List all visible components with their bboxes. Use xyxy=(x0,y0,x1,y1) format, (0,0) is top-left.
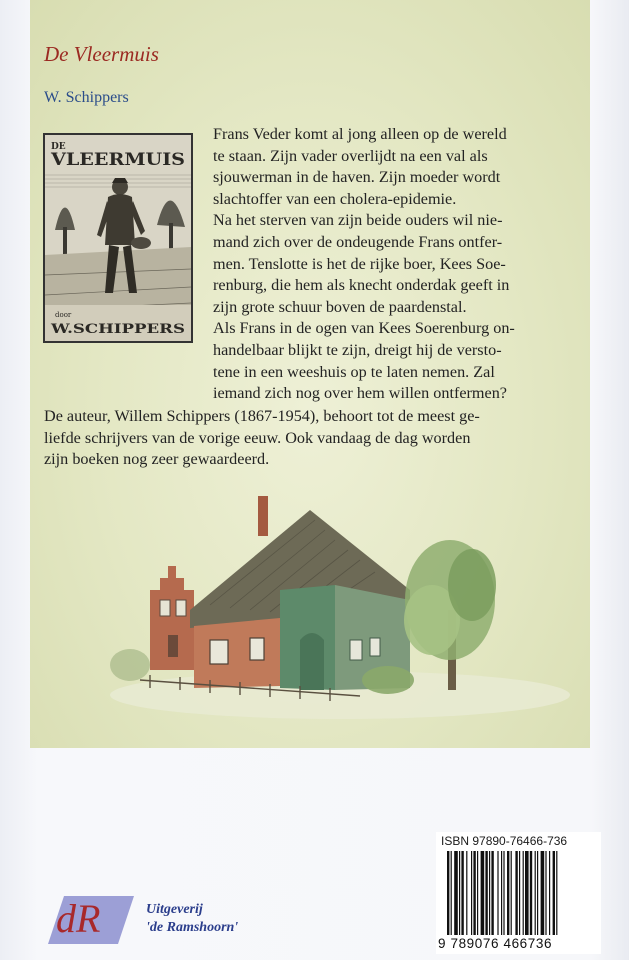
logo-letters: dR xyxy=(56,896,101,941)
barcode-bar xyxy=(447,851,449,935)
cover-thumbnail-art xyxy=(45,135,191,341)
barcode-bar xyxy=(545,851,546,935)
blurb-line: handelbaar blijkt te zijn, dreigt hij de verstо- xyxy=(213,340,502,359)
barcode-bar xyxy=(481,851,485,935)
barcode-bar xyxy=(530,851,532,935)
barcode-bar xyxy=(503,851,504,935)
barcode-bar xyxy=(473,851,475,935)
barcode-bar xyxy=(501,851,502,935)
blurb-line: Als Frans in de ogen van Kees Soerenburg on- xyxy=(213,319,515,338)
barcode-bar xyxy=(549,851,550,935)
blurb-line: men. Tenslotte is het de rijke boer, Kees Soe- xyxy=(213,254,506,273)
barcode-bar xyxy=(507,851,509,935)
barcode-bar xyxy=(511,851,512,935)
barcode-bar xyxy=(556,851,557,935)
thumbnail-title: VLEERMUIS xyxy=(49,150,185,170)
barcode-bar xyxy=(466,851,467,935)
blurb-line: Frans Veder komt al jong alleen op de wereld xyxy=(213,125,507,143)
bio-line: zijn boeken nog zeer gewaardeerd. xyxy=(44,450,270,469)
publisher-name-line1: Uitgeverij xyxy=(146,902,203,917)
barcode-bar xyxy=(451,851,452,935)
barcode-bar xyxy=(471,851,472,935)
barcode-bar xyxy=(525,851,529,935)
blurb-line: zijn grote schuur boven de paardenstal. xyxy=(213,297,467,316)
barcode-bar xyxy=(489,851,490,935)
barcode-bar xyxy=(553,851,555,935)
thumbnail-prefix: DE xyxy=(51,142,66,152)
blurb-line: Na het sterven van zijn beide ouders wil nie- xyxy=(213,211,503,230)
blurb-text xyxy=(213,124,588,405)
book-author: W. Schippers xyxy=(44,89,129,106)
farmhouse-illustration xyxy=(110,490,580,730)
cover-thumbnail xyxy=(43,133,193,343)
blurb-line: sjouwerman in de haven. Zijn moeder wordt xyxy=(213,168,501,187)
barcode-bar xyxy=(541,851,545,935)
barcode-bars xyxy=(447,851,595,935)
blurb-line: mand zich over de ondeugende Frans ontfer- xyxy=(213,232,503,251)
isbn-label: ISBN 97890-76466-736 xyxy=(441,834,568,848)
blurb-line: slachtoffer van een cholera-epidemie. xyxy=(213,189,457,208)
blurb-line: te staan. Zijn vader overlijdt na een val als xyxy=(213,146,488,165)
thumbnail-author: W.SCHIPPERS xyxy=(49,322,185,337)
thumbnail-door: door xyxy=(55,311,72,319)
barcode-bar xyxy=(454,851,458,935)
publisher-logo xyxy=(46,888,138,948)
blurb-line: renburg, die hem als knecht onderdak geeft in xyxy=(213,276,510,295)
barcode-bar xyxy=(459,851,460,935)
barcode-bar xyxy=(523,851,524,935)
barcode-bar xyxy=(485,851,487,935)
barcode-bar xyxy=(515,851,517,935)
book-title: De Vleermuis xyxy=(44,42,159,66)
publisher-name-line2: 'de Ramshoorn' xyxy=(146,920,239,935)
barcode-bar xyxy=(477,851,478,935)
blurb-line: tene in een weeshuis op te laten nemen. Zal xyxy=(213,362,495,381)
barcode-digits: 9 789076 466736 xyxy=(438,936,553,951)
author-bio xyxy=(44,406,589,471)
blurb-line: iemand zich nog over hem willen ontfermen? xyxy=(213,384,507,403)
barcode-bar xyxy=(491,851,493,935)
barcode-bar xyxy=(497,851,498,935)
bio-line: liefde schrijvers van de vorige eeuw. Ook vandaag de dag worden xyxy=(44,428,471,447)
barcode-bar xyxy=(461,851,463,935)
barcode-bar xyxy=(519,851,520,935)
barcode-bar xyxy=(537,851,538,935)
barcode-bar xyxy=(535,851,536,935)
bio-line: De auteur, Willem Schippers (1867-1954), behoort tot de meest ge- xyxy=(44,407,480,425)
